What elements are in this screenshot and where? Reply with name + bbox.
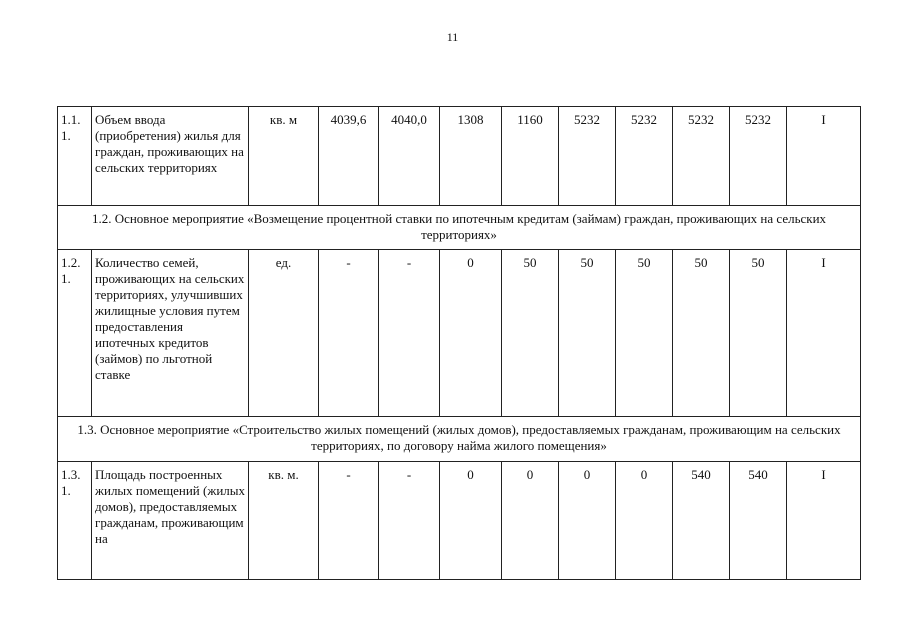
value-cell: 0 [502, 462, 559, 580]
value-cell: 5232 [730, 107, 787, 206]
table-row [58, 107, 861, 206]
value-cell: - [319, 462, 379, 580]
value-cell: 50 [730, 250, 787, 417]
table-row [58, 250, 861, 417]
row-number: 1.3. 1. [58, 462, 92, 580]
page-number: 11 [446, 30, 459, 44]
indicators-table [57, 106, 861, 580]
value-cell: 50 [673, 250, 730, 417]
value-cell: - [319, 250, 379, 417]
value-cell: 0 [559, 462, 616, 580]
value-cell: 50 [502, 250, 559, 417]
unit-cell: кв. м. [249, 462, 319, 580]
value-cell: - [379, 462, 440, 580]
section-title: 1.3. Основное мероприятие «Строительство жилых помещений (жилых домов), предоставляемых гражданам, проживающим на сельских территориях, по договору найма жилого помещения» [58, 417, 861, 462]
table-row [58, 462, 861, 580]
source-cell: I [787, 250, 861, 417]
row-number: 1.2. 1. [58, 250, 92, 417]
indicator-name: Объем ввода (приобретения) жилья для граждан, проживающих на сельских территориях [92, 107, 249, 206]
value-cell: 5232 [673, 107, 730, 206]
value-cell: 4039,6 [319, 107, 379, 206]
value-cell: 540 [730, 462, 787, 580]
indicator-name: Количество семей, проживающих на сельских территориях, улучшивших жилищные условия путем предоставления ипотечных кредитов (займов) по льготной ставке [92, 250, 249, 417]
value-cell: 5232 [616, 107, 673, 206]
value-cell: - [379, 250, 440, 417]
value-cell: 5232 [559, 107, 616, 206]
value-cell: 0 [616, 462, 673, 580]
indicator-name: Площадь построенных жилых помещений (жилых домов), предоставляемых гражданам, проживающим на [92, 462, 249, 580]
value-cell: 50 [559, 250, 616, 417]
value-cell: 50 [616, 250, 673, 417]
unit-cell: кв. м [249, 107, 319, 206]
value-cell: 1160 [502, 107, 559, 206]
section-row [58, 206, 861, 250]
source-cell: I [787, 462, 861, 580]
value-cell: 4040,0 [379, 107, 440, 206]
unit-cell: ед. [249, 250, 319, 417]
section-row [58, 417, 861, 462]
value-cell: 540 [673, 462, 730, 580]
source-cell: I [787, 107, 861, 206]
value-cell: 0 [440, 462, 502, 580]
value-cell: 0 [440, 250, 502, 417]
value-cell: 1308 [440, 107, 502, 206]
row-number: 1.1. 1. [58, 107, 92, 206]
section-title: 1.2. Основное мероприятие «Возмещение процентной ставки по ипотечным кредитам (займам) граждан, проживающих на сельских территориях» [58, 206, 861, 250]
